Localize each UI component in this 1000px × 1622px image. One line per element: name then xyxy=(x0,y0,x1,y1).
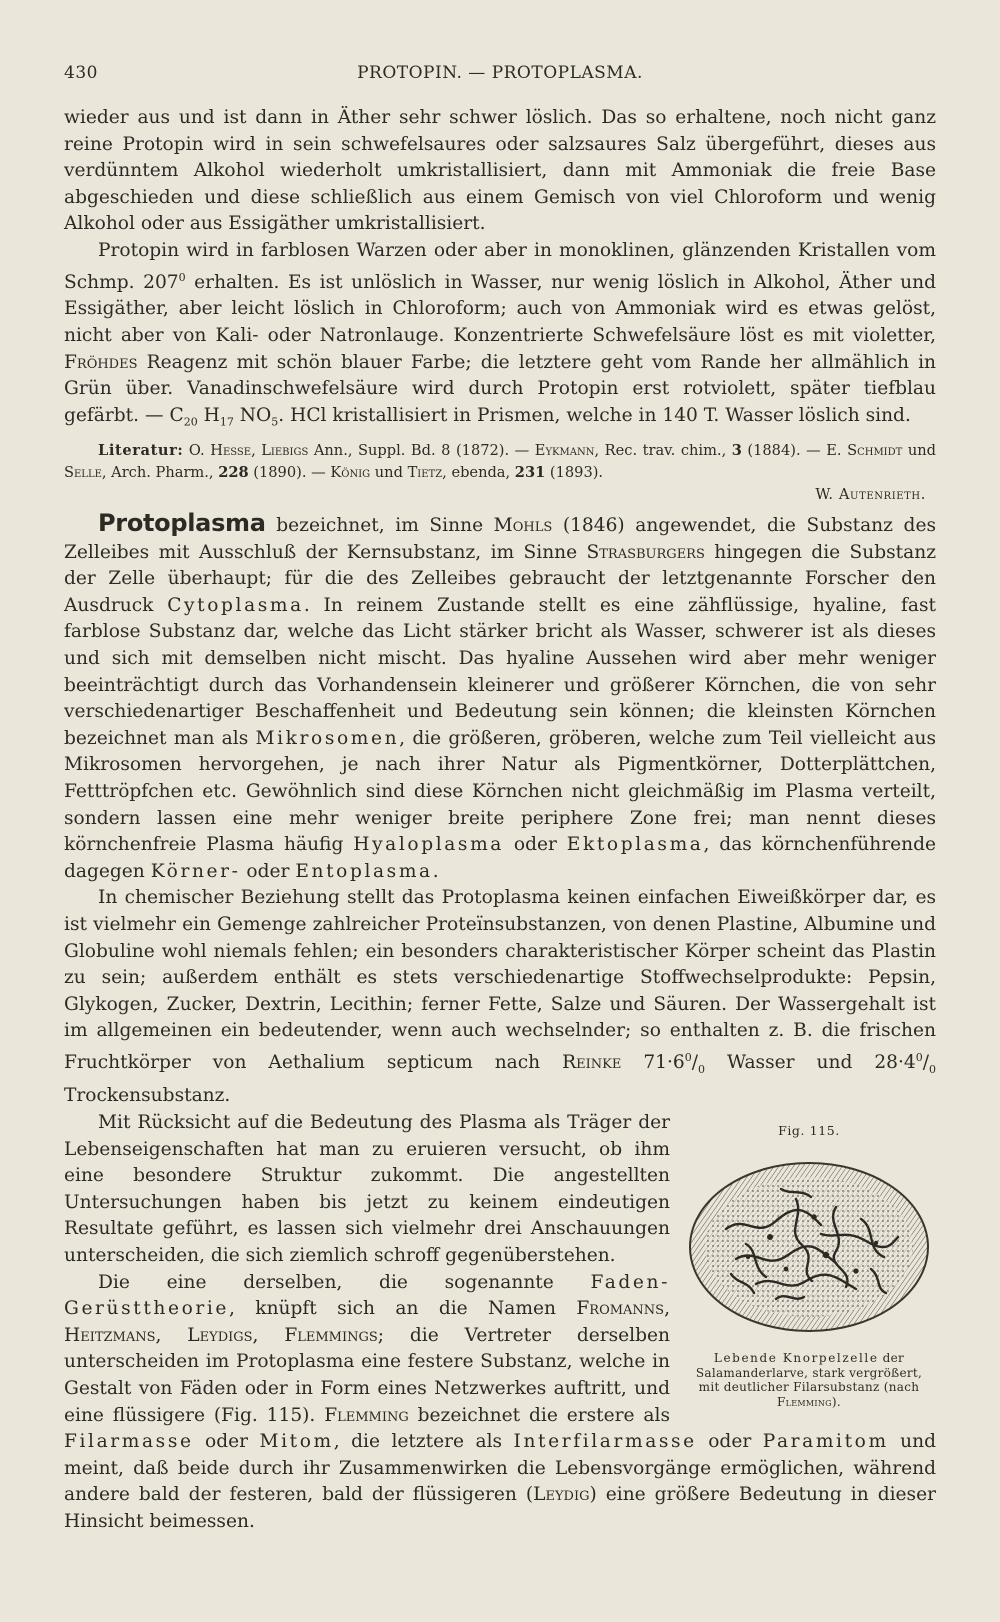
term-paramitom: Paramitom xyxy=(762,1431,889,1453)
pp-p1-e: , die größeren, gröberen, welche zum Teil vielleicht aus Mikrosomen hervorgehen, je nach ihrer Natur als Pigmentkörner, Dotterplättchen, Fetttröpfchen etc. Gewöhnlich sind diese Körnchen nicht gleichmäßig im Plasma verteilt, sondern lassen eine mehr weniger breite periphere Zone frei; man nennt dieses körnchenfreie Plasma häufig xyxy=(64,727,936,856)
term-koerner: Körner- xyxy=(150,860,241,882)
page-header xyxy=(64,55,936,85)
lit-t4: (1884). — E. xyxy=(741,442,848,460)
term-interfilarmasse: Interfilarmasse xyxy=(513,1431,697,1453)
body-text xyxy=(64,105,936,1536)
lit-t2: Ann., Suppl. Bd. 8 (1872). — xyxy=(308,442,535,460)
lit-t7: (1890). — xyxy=(248,464,331,482)
percent-sup-2: 0 xyxy=(915,1050,923,1064)
term-mitom: Mitom xyxy=(259,1431,334,1453)
caption-text-a: der Salamanderlarve, stark vergrößert, mit deutlicher Filarsubstanz (nach xyxy=(695,1351,923,1395)
literature-block xyxy=(64,440,936,506)
pp-p4-d: bezeichnet die erstere als xyxy=(408,1404,670,1426)
pp-p4-c: ; die Vertreter derselben unterscheiden im Protoplasma eine festere Substanz, welche in Gestalt von Fäden oder in Form eines Netzwerkes auftritt, und eine flüssigere (Fig. 115). xyxy=(64,1324,670,1426)
formula-sub-c: 20 xyxy=(183,415,198,429)
lit-author-hesse: Hesse, Liebigs xyxy=(210,442,309,460)
protoplasma-paragraph-2 xyxy=(64,885,936,1110)
figure-label: Fig. 115. xyxy=(778,1123,840,1138)
pp-p1-c: hingegen die Substanz der Zelle überhaupt; für die des Zelleibes gebraucht der letztgenannte Forscher den Ausdruck xyxy=(64,541,936,616)
percent-sup-1: 0 xyxy=(684,1050,692,1064)
term-mikrosomen: Mikrosomen xyxy=(255,727,400,749)
pp-p2-a: In chemischer Beziehung stellt das Protoplasma keinen einfachen Eiweißkörper dar, es ist vielmehr ein Gemenge zahlreicher Proteïnsubstanzen, von denen Plastine, Albumine und Globuline wohl niemals fehlen; ein besonders charakteristischer Körper scheint das Plastin zu sein; außerdem enthält es stets verschiedenartige Stoffwechselprodukte: Pepsin, Glykogen, Zucker, Dextrin, Lecithin; ferner Fette, Salze und Säuren. Der Wassergehalt ist im allgemeinen ein bedeutender, wenn auch wechselnder; so enthalten z. B. die frischen Fruchtkörper von Aethalium septicum nach xyxy=(64,887,936,1074)
protoplasma-paragraph-1 xyxy=(64,510,936,885)
percent-slash-1: / xyxy=(691,1052,698,1074)
degree-mark: 0 xyxy=(178,270,186,284)
pp-p2-d: Trockensubstanz. xyxy=(64,1085,231,1107)
author-strasburger: Strasburgers xyxy=(586,541,705,563)
lit-t9: ebenda, xyxy=(446,464,515,482)
protopin-paragraph-2 xyxy=(64,238,936,436)
lit-author-eykmann: Eykmann, xyxy=(534,442,600,460)
headword-protoplasma: Protoplasma xyxy=(98,509,266,538)
lit-t5: und xyxy=(902,442,936,460)
protopin-p2-text-b: erhalten. Es ist unlöslich in Wasser, nur wenig löslich in Alkohol, Äther und Essigäther, aber leicht löslich in Chloroform; auch von Ammoniak wird es etwas gelöst, nicht aber von Kali- oder Natronlauge. Konzentrierte Schwefelsäure löst es mit violetter, xyxy=(64,271,936,346)
pp-p2-c: Wasser und 28·4 xyxy=(705,1052,916,1074)
pp-p1-h: oder xyxy=(240,860,296,882)
lit-author-selle: Selle, xyxy=(64,464,107,482)
protopin-p1-text: wieder aus und ist dann in Äther sehr schwer löslich. Das so erhaltene, noch nicht ganz reine Protopin wird in sein schwefelsaures oder salzsaures Salz übergeführt, dieses aus verdünntem Alkohol wiederholt umkristallisiert, dann mit Ammoniak die freie Base abgeschieden und diese schließlich aus einem Gemisch von viel Chloroform und wenig Alkohol oder aus Essigäther umkristallisiert. xyxy=(64,107,936,235)
lit-t6: Arch. Pharm., xyxy=(106,464,219,482)
lit-vol-1: 3 xyxy=(731,442,742,460)
pp-p4-h: und meint, daß beide durch ihr Zusammenwirken die Lebensvorgänge ermöglichen, während andere bald der festeren, bald der flüssigeren ( xyxy=(64,1431,937,1506)
lit-vol-3: 231 xyxy=(514,464,546,482)
formula-no: NO xyxy=(233,404,272,426)
pp-p1-b: (1846) angewendet, die Substanz des Zelleibes mit Ausschluß der Kernsubstanz, im Sinne xyxy=(64,515,936,563)
running-title: PROTOPIN. — PROTOPLASMA. xyxy=(357,63,643,83)
lit-author-koenig: König xyxy=(330,464,371,482)
protopin-paragraph-1 xyxy=(64,105,936,238)
author-flemming: Flemming xyxy=(324,1404,409,1426)
lit-t8: und xyxy=(370,464,408,482)
formula-h: H xyxy=(197,404,220,426)
pp-p4-b: , knüpft sich an die Namen xyxy=(229,1298,577,1320)
term-faden-geruesttheorie: Faden-Gerüsttheorie xyxy=(64,1271,670,1320)
term-filarmasse: Filarmasse xyxy=(64,1431,194,1453)
term-hyaloplasma: Hyaloplasma xyxy=(353,834,504,856)
author-frohde: Fröhdes xyxy=(64,351,138,373)
term-ektoplasma: Ektoplasma xyxy=(566,834,704,856)
lit-t10: (1893). xyxy=(545,464,604,482)
caption-text-b: ). xyxy=(831,1394,841,1409)
pp-p1-f: oder xyxy=(504,834,567,856)
protopin-p2-text-a: Protopin wird in farblosen Warzen oder aber in monoklinen, glänzenden Kristallen vom Schmp. 207 xyxy=(64,239,936,293)
protopin-p2-text-c: Reagenz mit schön blauer Farbe; die letztere geht vom Rande her allmählich in Grün über. Vanadinschwefelsäure wird durch Protopin erst rotviolett, später tiefblau gefärbt. — C xyxy=(64,351,936,426)
pp-p3-text: Mit Rücksicht auf die Bedeutung des Plasma als Träger der Lebenseigenschaften hat man zu eruieren versucht, ob ihm eine besondere Struktur zukommt. Die angestellten Untersuchungen haben bis jetzt zu keinem eindeutigen Resultate geführt, es lassen sich vielmehr drei Anschauungen unterscheiden, die sich ziemlich schroff gegenüberstehen. xyxy=(64,1112,670,1266)
article-signature: W. Autenrieth. xyxy=(815,486,926,504)
authors-fromann-group: Fromanns, Heitzmans, Leydigs, Flemmings xyxy=(64,1298,670,1346)
figure-115 xyxy=(684,1118,934,1409)
pp-p4-f: , die letztere als xyxy=(333,1431,514,1453)
pp-p1-a: bezeichnet, im Sinne xyxy=(265,515,494,537)
caption-author-flemming: Flemming xyxy=(777,1394,832,1409)
author-reinke: Reinke xyxy=(562,1052,622,1074)
lit-author-tietz: Tietz, xyxy=(407,464,447,482)
author-mohl: Mohls xyxy=(493,515,553,537)
figure-caption xyxy=(684,1351,934,1409)
caption-spaced-term: Lebende Knorpelzelle xyxy=(713,1351,879,1366)
term-entoplasma: Entoplasma xyxy=(295,860,433,882)
lit-t1: O. xyxy=(183,442,211,460)
pp-p4-a: Die eine derselben, die sogenannte xyxy=(98,1271,591,1293)
percent-sub-1: 0 xyxy=(698,1062,705,1076)
literature-label: Literatur: xyxy=(98,442,184,460)
percent-sub-2: 0 xyxy=(929,1062,937,1076)
lit-vol-2: 228 xyxy=(218,464,249,482)
page-number: 430 xyxy=(64,63,98,83)
cartilage-cell-engraving-icon xyxy=(686,1159,932,1335)
lit-author-schmidt: Schmidt xyxy=(847,442,903,460)
term-cytoplasma: Cytoplasma xyxy=(167,594,304,616)
pp-p2-b: 71·6 xyxy=(621,1052,685,1074)
formula-sub-h: 17 xyxy=(219,415,234,429)
pp-p4-e: oder xyxy=(193,1431,260,1453)
pp-p4-i: ) eine größere Bedeutung in dieser Hinsicht beimessen. xyxy=(64,1484,936,1532)
formula-sub-o: 5 xyxy=(271,415,279,429)
pp-p1-g: , das körnchenführende dagegen xyxy=(64,834,937,882)
pp-p1-i: . xyxy=(432,860,439,882)
pp-p1-d: . In reinem Zustande stellt es eine zähflüssige, hyaline, fast farblose Substanz dar, welche das Licht stärker bricht als Wasser, schwerer ist als dieses und sich mit demselben nicht mischt. Das hyaline Aussehen wird aber mehr weniger beeinträchtigt durch das Vorhandensein kleinerer und größerer Körnchen, die von sehr verschiedenartiger Beschaffenheit und Bedeutung sein können; die kleinsten Körnchen bezeichnet man als xyxy=(64,594,936,749)
pp-p4-g: oder xyxy=(696,1431,763,1453)
percent-slash-2: / xyxy=(922,1052,930,1074)
protopin-p2-text-d: . HCl kristallisiert in Prismen, welche in 140 T. Wasser löslich sind. xyxy=(278,404,911,426)
author-leydig: Leydig xyxy=(533,1484,590,1506)
lit-t3: Rec. trav. chim., xyxy=(599,442,732,460)
